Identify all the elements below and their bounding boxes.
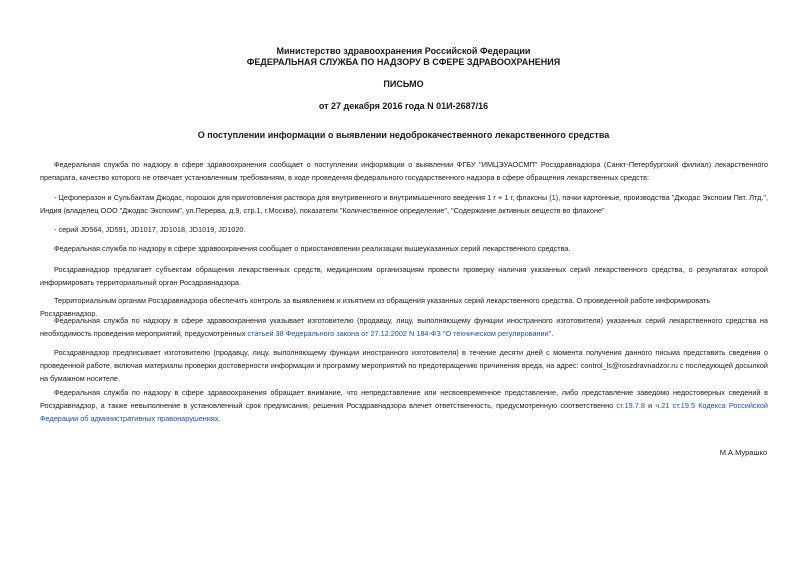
paragraph-4: Федеральная служба по надзору в сфере здравоохранения сообщает о приостановлении реализации вышеуказанных серий лекарственного средства. [54, 244, 571, 253]
law-184-link[interactable]: статьей 38 Федерального закона от 27.12.2002 N 184-ФЗ "О техническом регулировании" [247, 329, 552, 338]
paragraph-7 [40, 314, 768, 340]
koap-19-7-8-link[interactable]: ст.19.7.8 [616, 401, 645, 410]
paragraph-9-end: . [218, 414, 221, 423]
koap-19-5-link[interactable]: ч.21 ст.19.5 Кодекса Российской Федерации об административных правонарушениях [40, 401, 768, 423]
paragraph-9-text: Федеральная служба по надзору в сфере здравоохранения обращает внимание, что непредставление или несвоевременное представление, либо представление заведомо недостоверных сведений в Росздравнадзор, а также невыполнение в установленный срок предписания, решения Росздравнадзора влечет ответственность, предусмотренную соответственно [40, 388, 768, 410]
paragraph-3: - серий JD564, JD591, JD1017, JD1018, JD1019, JD1020. [54, 225, 246, 234]
paragraph-7-text: Федеральная служба по надзору в сфере здравоохранения указывает изготовителю (продавцу, лицу, выполняющему функции иностранного изготовителя) указанных серий лекарственного средства на необходимость проведения мероприятий, предусмотренных [40, 316, 768, 338]
paragraph-5: Росздравнадзор предлагает субъектам обращения лекарственных средств, медицинским организациям провести проверку наличия указанных серий лекарственного средства, о результатах которой информировать территориальный орган Росздравнадзора. [40, 265, 768, 287]
doc-date: от 27 декабря 2016 года N 01И-2687/16 [318, 101, 489, 111]
paragraph-9-mid: и [644, 401, 656, 410]
paragraph-8: Росздравнадзор предписывает изготовителю (продавцу, лицу, выполняющему функции иностранного изготовителя) в течение десяти дней с момента получения данного письма представить сведения о проведенной работе, включая материалы проверки достоверности информации и программу мероприятий по предотвращению причинения вреда, на адрес: control_ls@roszdravnadzor.ru с последующей досылкой на бумажном носителе. [40, 348, 768, 383]
paragraph-7-end: . [551, 329, 554, 338]
signature: М.А.Мурашко [719, 448, 767, 457]
paragraph-2: - Цефоперазон и Сульбактам Джодас, порошок для приготовления раствора для внутривенного и внутримышечного введения 1 г + 1 г, флаконы (1), пачки картонные, производства "Джодас Экспоим Пвт. Лтд.", Индия (владелец ООО "Джодас Экспоим", ул.Перерва, д.9, стр.1, г.Москва), показатели "Количественное определение", "Содержание активных веществ во флаконе" [40, 193, 768, 215]
doc-title: О поступлении информации о выявлении недоброкачественного лекарственного средства [197, 130, 610, 140]
paragraph-1: Федеральная служба по надзору в сфере здравоохранения сообщает о поступлении информации о выявлении ФГБУ "ИМЦЭУАОСМП" Росздравнадзора (Санкт-Петербургский филиал) лекарственного препарата, качество которого не отвечает установленным требованиям, в ходе проведения федерального государственного надзора в сфере обращения лекарственных средств: [40, 160, 768, 182]
service-name: ФЕДЕРАЛЬНАЯ СЛУЖБА ПО НАДЗОРУ В СФЕРЕ ЗДРАВООХРАНЕНИЯ [246, 57, 561, 67]
paragraph-6: Территориальным органам Росздравнадзора обеспечить контроль за выявлением и изъятием из обращения указанных серий лекарственного средства. О проведенной работе информировать Росздравнадзор. [40, 296, 711, 318]
ministry-name: Министерство здравоохранения Российской Федерации [276, 46, 531, 56]
doc-type: ПИСЬМО [383, 79, 424, 89]
paragraph-9 [40, 386, 768, 425]
